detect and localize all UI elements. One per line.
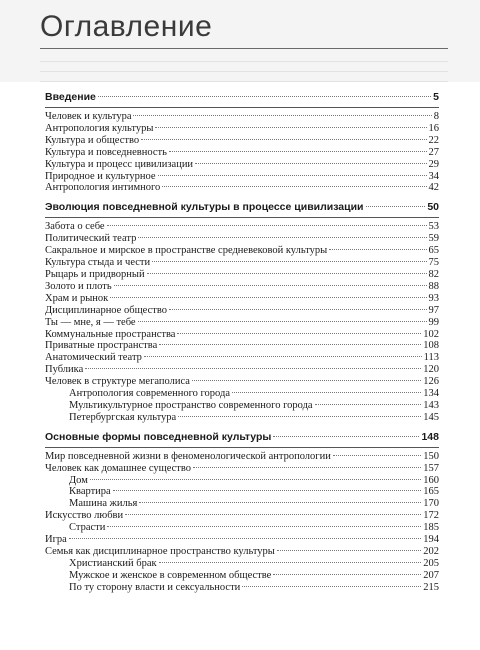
entry-page: 170	[423, 498, 439, 510]
entry-title: Человек как домашнее существо	[45, 462, 192, 474]
toc-entry[interactable]	[45, 498, 439, 510]
entry-page: 160	[423, 474, 439, 486]
toc-entry[interactable]	[45, 522, 439, 534]
dot-leader	[152, 261, 426, 262]
entry-title: Приватные пространства	[45, 340, 158, 352]
entry-title: Семья как дисциплинарное пространство культуры	[45, 546, 275, 557]
title-rule	[40, 48, 448, 49]
entry-title: Культура и процесс цивилизации	[45, 158, 194, 170]
toc-entry[interactable]	[45, 245, 439, 257]
toc-entry[interactable]	[45, 317, 439, 329]
toc-entry[interactable]	[45, 534, 439, 546]
dot-leader	[273, 574, 421, 575]
dot-leader	[114, 285, 427, 286]
toc-entry[interactable]	[45, 352, 439, 364]
toc-entry[interactable]	[45, 293, 439, 305]
entry-page: 27	[428, 146, 439, 158]
dot-leader	[329, 249, 426, 250]
dot-leader	[333, 455, 421, 456]
entry-page: 172	[423, 510, 439, 522]
dot-leader	[273, 436, 419, 437]
entry-page: 53	[428, 221, 439, 233]
entry-page: 88	[428, 280, 439, 292]
entry-title: Мир повседневной жизни в феноменологической антропологии	[45, 450, 331, 462]
dot-leader	[162, 186, 426, 187]
entry-page: 143	[423, 399, 439, 411]
entry-page: 42	[428, 182, 439, 194]
entry-title: Страсти	[69, 522, 106, 534]
toc-entry[interactable]	[45, 269, 439, 281]
dot-leader	[138, 321, 427, 322]
entry-title: Ты — мне, я — тебе	[45, 316, 136, 328]
dot-leader	[90, 479, 421, 480]
entry-page: 8	[433, 111, 439, 122]
dot-leader	[133, 115, 431, 116]
dot-leader	[169, 151, 427, 152]
entry-page: 22	[428, 134, 439, 146]
toc-entry[interactable]	[45, 340, 439, 352]
toc-entry[interactable]	[45, 558, 439, 570]
section-rule	[45, 217, 439, 218]
entry-page: 185	[423, 522, 439, 534]
section-rule	[45, 107, 439, 108]
toc-entry[interactable]	[45, 412, 439, 424]
section-title: Эволюция повседневной культуры в процессе цивилизации	[45, 201, 364, 214]
dot-leader	[195, 163, 426, 164]
dot-leader	[107, 526, 421, 527]
page-title: Оглавление	[40, 10, 213, 43]
dot-leader	[158, 175, 427, 176]
entry-title: Квартира	[69, 486, 111, 498]
toc-entry[interactable]	[45, 451, 439, 463]
entry-page: 108	[423, 340, 439, 352]
entry-page: 29	[428, 158, 439, 170]
entry-title: Сакральное и мирское в пространстве средневековой культуры	[45, 245, 328, 257]
entry-page: 65	[428, 245, 439, 257]
entry-title: Золото и плоть	[45, 280, 112, 292]
dot-leader	[242, 586, 421, 587]
toc-entry[interactable]	[45, 305, 439, 317]
dot-leader	[107, 225, 427, 226]
toc-entry[interactable]	[45, 475, 439, 487]
entry-page: 205	[423, 557, 439, 569]
entry-page: 59	[428, 233, 439, 245]
toc-entry[interactable]	[45, 147, 439, 159]
toc-section-heading[interactable]	[45, 90, 439, 106]
entry-page: 120	[423, 364, 439, 376]
toc-entry[interactable]	[45, 364, 439, 376]
dot-leader	[159, 562, 422, 563]
entry-title: Дисциплинарное общество	[45, 304, 167, 316]
entry-title: Политический театр	[45, 233, 137, 245]
toc-entry[interactable]	[45, 135, 439, 147]
dot-leader	[177, 333, 421, 334]
entry-title: Храм и рынок	[45, 292, 109, 304]
dot-leader	[159, 344, 421, 345]
entry-title: Культура и повседневность	[45, 146, 167, 158]
entry-title: Антропология культуры	[45, 122, 154, 134]
dot-leader	[315, 404, 422, 405]
entry-title: Мультикультурное пространство современного города	[69, 399, 313, 411]
toc-entry[interactable]	[45, 570, 439, 582]
entry-page: 113	[423, 352, 439, 364]
section-rule	[45, 447, 439, 448]
decorative-ruled-lines	[40, 52, 448, 82]
dot-leader	[277, 550, 421, 551]
entry-title: Культура и общество	[45, 134, 140, 146]
dot-leader	[139, 502, 421, 503]
dot-leader	[98, 96, 431, 97]
entry-title: Антропология интимного	[45, 182, 161, 194]
section-title: Основные формы повседневной культуры	[45, 430, 272, 443]
section-page: 5	[433, 91, 439, 103]
toc-section-heading[interactable]	[45, 430, 439, 446]
dot-leader	[147, 273, 427, 274]
entry-title: Коммунальные пространства	[45, 328, 176, 340]
entry-title: Христианский брак	[69, 557, 157, 569]
toc-entry[interactable]	[45, 233, 439, 245]
entry-title: Искусство любви	[45, 510, 124, 522]
entry-title: Анатомический театр	[45, 352, 142, 364]
dot-leader	[85, 368, 421, 369]
entry-page: 165	[423, 486, 439, 498]
entry-page: 145	[423, 411, 439, 423]
entry-title: Природное и культурное	[45, 170, 156, 182]
entry-title: Дом	[69, 474, 88, 486]
entry-page: 150	[423, 450, 439, 462]
toc-section	[45, 90, 439, 194]
entry-page: 97	[428, 304, 439, 316]
section-page: 50	[427, 201, 439, 214]
entry-page: 134	[423, 388, 439, 400]
section-title: Введение	[45, 91, 96, 103]
entry-page: 194	[423, 534, 439, 546]
entry-title: Культура стыда и чести	[45, 257, 151, 269]
entry-page: 126	[423, 376, 439, 388]
toc-entry[interactable]	[45, 281, 439, 293]
dot-leader	[169, 309, 427, 310]
toc-entry[interactable]	[45, 463, 439, 475]
entry-title: Петербургская культура	[69, 411, 177, 423]
entry-title: Машина жилья	[69, 498, 138, 510]
dot-leader	[113, 490, 422, 491]
toc-entry[interactable]	[45, 486, 439, 498]
entry-title: Мужское и женское в современном обществе	[69, 569, 272, 581]
entry-page: 82	[428, 268, 439, 280]
dot-leader	[138, 237, 426, 238]
toc-entry[interactable]	[45, 546, 439, 558]
toc-entry[interactable]	[45, 221, 439, 233]
entry-page: 157	[423, 462, 439, 474]
toc-entry[interactable]	[45, 376, 439, 388]
toc-section-heading[interactable]	[45, 200, 439, 216]
toc-section	[45, 430, 439, 594]
section-page: 148	[421, 430, 439, 443]
entry-title: По ту сторону власти и сексуальности	[69, 581, 241, 593]
entry-title: Антропология современного города	[69, 388, 231, 400]
entry-page: 215	[423, 581, 439, 593]
entry-page: 102	[423, 328, 439, 340]
dot-leader	[155, 127, 426, 128]
entry-page: 75	[428, 257, 439, 269]
toc-section	[45, 200, 439, 423]
entry-page: 34	[428, 170, 439, 182]
entry-title: Человек в структуре мегаполиса	[45, 376, 190, 388]
dot-leader	[141, 139, 426, 140]
toc-entry[interactable]	[45, 123, 439, 135]
dot-leader	[232, 392, 421, 393]
dot-leader	[69, 538, 421, 539]
entry-page: 99	[428, 316, 439, 328]
entry-page: 207	[423, 569, 439, 581]
entry-title: Игра	[45, 534, 67, 546]
dot-leader	[193, 467, 421, 468]
dot-leader	[192, 380, 421, 381]
entry-title: Забота о себе	[45, 221, 105, 233]
toc-entry[interactable]	[45, 182, 439, 194]
dot-leader	[366, 206, 426, 207]
toc-entry[interactable]	[45, 257, 439, 269]
toc-entry[interactable]	[45, 388, 439, 400]
entry-title: Рыцарь и придворный	[45, 268, 145, 280]
entry-page: 93	[428, 292, 439, 304]
dot-leader	[144, 356, 422, 357]
dot-leader	[110, 297, 426, 298]
dot-leader	[125, 514, 421, 515]
page-header	[0, 0, 480, 82]
toc-entry[interactable]	[45, 171, 439, 183]
entry-title: Человек и культура	[45, 111, 132, 122]
toc-entry[interactable]	[45, 111, 439, 123]
table-of-contents	[45, 90, 439, 600]
entry-page: 202	[423, 546, 439, 557]
toc-entry[interactable]	[45, 400, 439, 412]
toc-entry[interactable]	[45, 582, 439, 594]
entry-title: Публика	[45, 364, 84, 376]
toc-entry[interactable]	[45, 329, 439, 341]
dot-leader	[178, 416, 421, 417]
toc-entry[interactable]	[45, 159, 439, 171]
toc-entry[interactable]	[45, 510, 439, 522]
entry-page: 16	[428, 122, 439, 134]
